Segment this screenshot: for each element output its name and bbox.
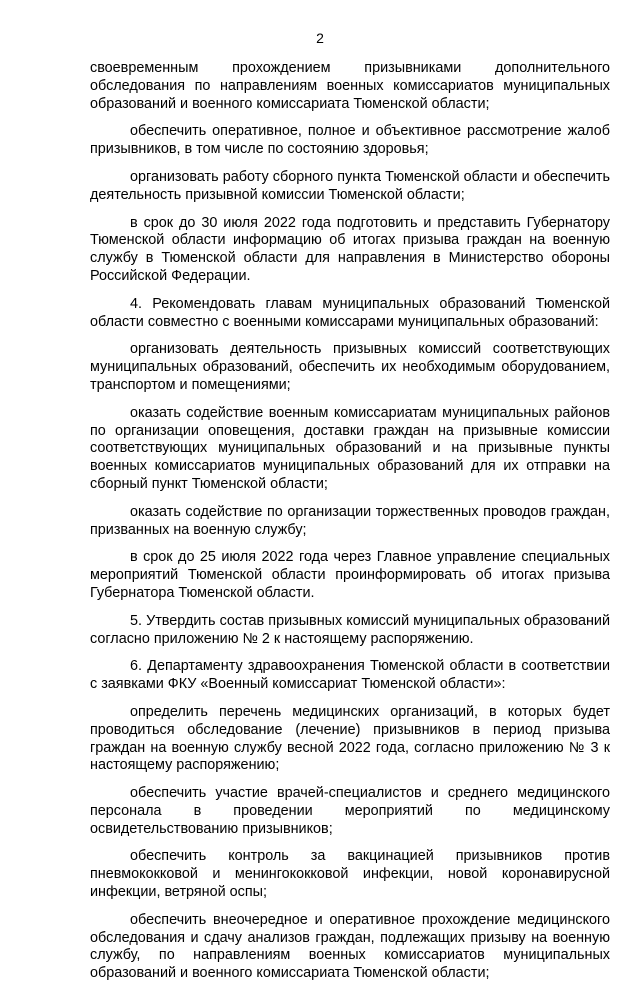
paragraph: в срок до 25 июля 2022 года через Главное управление специальных мероприятий Тюменской области проинформировать об итогах призыва Губернатора Тюменской области.: [90, 549, 610, 601]
paragraph: в срок до 30 июля 2022 года подготовить и представить Губернатору Тюменской области информацию об итогах призыва граждан на военную службу в Тюменской области для направления в Министерство обороны Российской Федерации.: [90, 214, 610, 284]
paragraph: обеспечить контроль за вакцинацией призывников против пневмококковой и менингококковой инфекции, новой коронавирусной инфекции, ветряной оспы;: [90, 848, 610, 901]
paragraph: организовать работу сборного пункта Тюменской области и обеспечить деятельность призывной комиссии Тюменской области;: [90, 168, 610, 203]
paragraph: 6. Департаменту здравоохранения Тюменской области в соответствии с заявками ФКУ «Военный комиссариат Тюменской области»:: [90, 658, 610, 693]
paragraph: определить перечень медицинских организаций, в которых будет проводиться обследование (лечение) призывников в период призыва граждан на военную службу весной 2022 года, согласно приложению № 3 к настоящему распоряжению;: [90, 703, 610, 774]
paragraph: 4. Рекомендовать главам муниципальных образований Тюменской области совместно с военными комиссарами муниципальных образований:: [90, 295, 610, 330]
document-body: [90, 60, 610, 993]
paragraph: 5. Утвердить состав призывных комиссий муниципальных образований согласно приложению № 2 к настоящему распоряжению.: [90, 612, 610, 647]
paragraph: обеспечить участие врачей-специалистов и среднего медицинского персонала в проведении мероприятий по медицинскому освидетельствованию призывников;: [90, 785, 610, 837]
page-number: 2: [316, 30, 324, 46]
paragraph: обеспечить оперативное, полное и объективное рассмотрение жалоб призывников, в том числе по состоянию здоровья;: [90, 123, 610, 158]
paragraph: оказать содействие по организации торжественных проводов граждан, призванных на военную службу;: [90, 503, 610, 538]
paragraph: своевременным прохождением призывниками дополнительного обследования по направлениям военных комиссариатов муниципальных образований и военного комиссариата Тюменской области;: [90, 60, 610, 112]
paragraph: обеспечить внеочередное и оперативное прохождение медицинского обследования и сдачу анализов граждан, подлежащих призыву на военную службу, по направлениям военных комиссариатов муниципальных образований и военного комиссариата Тюменской области;: [90, 911, 610, 982]
paragraph: организовать деятельность призывных комиссий соответствующих муниципальных образований, обеспечить их необходимым оборудованием, транспортом и помещениями;: [90, 341, 610, 393]
paragraph: оказать содействие военным комиссариатам муниципальных районов по организации оповещения, доставки граждан на призывные комиссии соответствующих муниципальных образований и на призывные пункты военных комиссариатов муниципальных образований для их отправки на сборный пункт Тюменской области;: [90, 404, 610, 492]
